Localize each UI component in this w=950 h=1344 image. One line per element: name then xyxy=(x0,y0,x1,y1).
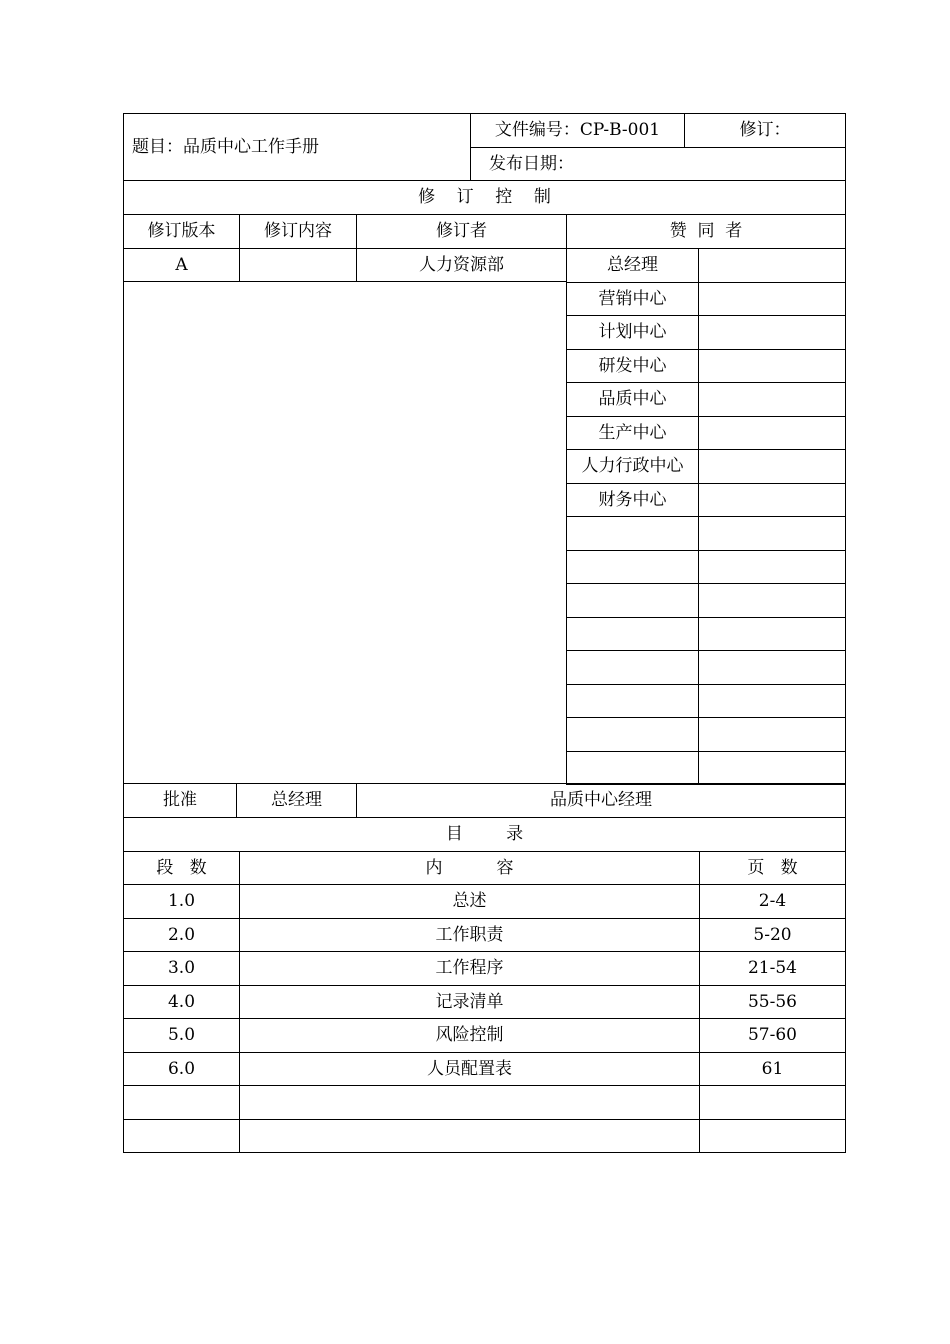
revision-content-value xyxy=(239,248,357,282)
approver-dept: 总经理 xyxy=(566,248,699,283)
approver-dept: 人力行政中心 xyxy=(566,449,699,484)
toc-page: 61 xyxy=(699,1052,846,1086)
approver-signature xyxy=(698,382,846,417)
toc-content: 工作职责 xyxy=(239,918,700,952)
approver-signature xyxy=(698,516,846,551)
toc-page: 57-60 xyxy=(699,1018,846,1053)
toc-section xyxy=(123,1119,240,1153)
approver-signature xyxy=(698,650,846,685)
approval-label: 批准 xyxy=(123,783,237,818)
approver-signature xyxy=(698,751,846,785)
toc-content: 工作程序 xyxy=(239,951,700,986)
toc-page xyxy=(699,1119,846,1153)
document-number: 文件编号：CP-B-001 xyxy=(470,113,685,148)
revision-version-value: A xyxy=(123,248,240,282)
toc-content: 人员配置表 xyxy=(239,1052,700,1086)
toc-heading: 目 录 xyxy=(123,817,846,852)
approver-dept xyxy=(566,684,699,718)
approver-dept: 生产中心 xyxy=(566,416,699,450)
document-form xyxy=(123,113,846,1152)
toc-section: 1.0 xyxy=(123,884,240,919)
approver-dept: 营销中心 xyxy=(566,282,699,316)
toc-col-section: 段 数 xyxy=(123,851,240,885)
approver-dept xyxy=(566,617,699,651)
approver-signature xyxy=(698,583,846,618)
toc-page xyxy=(699,1085,846,1120)
revision-label: 修订： xyxy=(684,113,846,148)
approver-signature xyxy=(698,282,846,316)
release-date: 发布日期： xyxy=(470,147,846,181)
approver-dept: 研发中心 xyxy=(566,349,699,383)
toc-page: 2-4 xyxy=(699,884,846,919)
toc-page: 55-56 xyxy=(699,985,846,1019)
revision-blank-area xyxy=(123,281,567,784)
toc-section: 6.0 xyxy=(123,1052,240,1086)
approver-signature xyxy=(698,349,846,383)
approver-dept: 财务中心 xyxy=(566,483,699,517)
approver-dept: 品质中心 xyxy=(566,382,699,417)
toc-content xyxy=(239,1119,700,1153)
toc-content xyxy=(239,1085,700,1120)
col-revision-content: 修订内容 xyxy=(239,214,357,249)
approver-dept xyxy=(566,650,699,685)
toc-section xyxy=(123,1085,240,1120)
approver-signature xyxy=(698,449,846,484)
toc-section: 2.0 xyxy=(123,918,240,952)
toc-section: 5.0 xyxy=(123,1018,240,1053)
prepared-by: 品质中心经理 xyxy=(356,783,846,818)
approver-signature xyxy=(698,550,846,584)
approver-signature xyxy=(698,416,846,450)
approver-signature xyxy=(698,617,846,651)
approver-signature xyxy=(698,483,846,517)
toc-page: 21-54 xyxy=(699,951,846,986)
reviser-value: 人力资源部 xyxy=(356,248,567,282)
revision-control-heading: 修 订 控 制 xyxy=(123,180,846,215)
approver-signature xyxy=(698,684,846,718)
toc-content: 总述 xyxy=(239,884,700,919)
approver-dept xyxy=(566,751,699,785)
approver-signature xyxy=(698,248,846,283)
toc-col-page: 页 数 xyxy=(699,851,846,885)
col-revision-version: 修订版本 xyxy=(123,214,240,249)
toc-page: 5-20 xyxy=(699,918,846,952)
approver-signature xyxy=(698,717,846,752)
approver-signature xyxy=(698,315,846,350)
toc-col-content: 内 容 xyxy=(239,851,700,885)
toc-content: 记录清单 xyxy=(239,985,700,1019)
approver-dept: 计划中心 xyxy=(566,315,699,350)
approver-dept xyxy=(566,516,699,551)
approved-by: 总经理 xyxy=(236,783,357,818)
approver-dept xyxy=(566,583,699,618)
approver-dept xyxy=(566,717,699,752)
toc-section: 3.0 xyxy=(123,951,240,986)
toc-section: 4.0 xyxy=(123,985,240,1019)
document-title: 题目：品质中心工作手册 xyxy=(123,113,471,181)
toc-content: 风险控制 xyxy=(239,1018,700,1053)
col-approver: 赞 同 者 xyxy=(566,214,846,249)
col-reviser: 修订者 xyxy=(356,214,567,249)
approver-dept xyxy=(566,550,699,584)
